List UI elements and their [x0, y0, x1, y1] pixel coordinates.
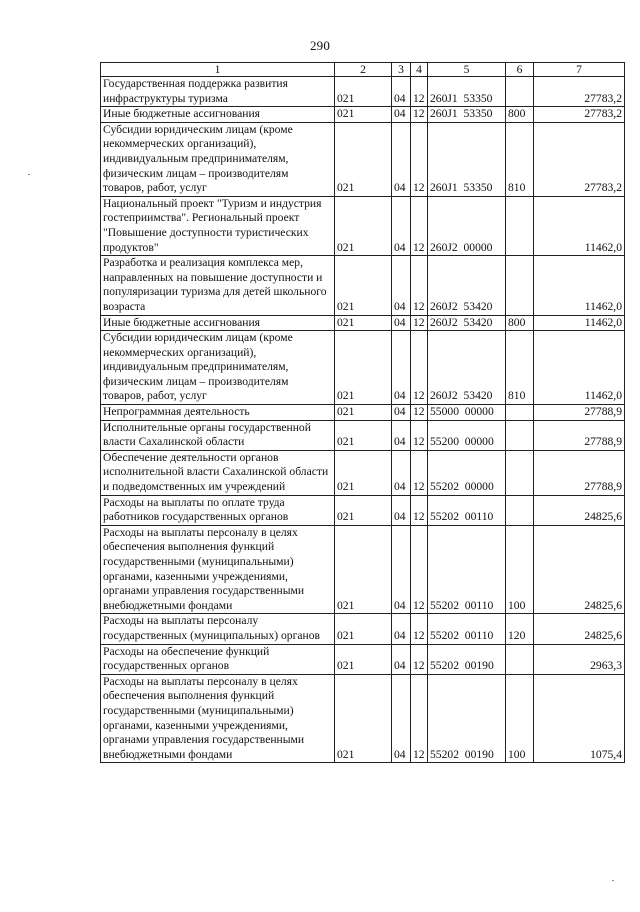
subsection-code-cell: 12 [411, 614, 428, 644]
ministry-code-cell: 021 [335, 331, 392, 405]
header-row [101, 63, 625, 77]
target-article-cell: 55202 00190 [428, 644, 506, 674]
subsection-code-cell: 12 [411, 420, 428, 450]
target-article-cell: 55202 00110 [428, 614, 506, 644]
subsection-code-cell: 12 [411, 315, 428, 331]
subsection-code-cell: 12 [411, 331, 428, 405]
expense-type-cell: 800 [506, 315, 534, 331]
ministry-code-cell: 021 [335, 495, 392, 525]
section-code-cell: 04 [392, 256, 411, 315]
table-row [101, 107, 625, 123]
ministry-code-cell: 021 [335, 450, 392, 495]
section-code-cell: 04 [392, 495, 411, 525]
table-row [101, 525, 625, 614]
ministry-code-cell: 021 [335, 644, 392, 674]
section-code-cell: 04 [392, 315, 411, 331]
row-name-cell: Расходы на обеспечение функций государственных органов [101, 644, 335, 674]
ministry-code-cell: 021 [335, 107, 392, 123]
amount-cell: 1075,4 [534, 674, 625, 763]
table-row [101, 122, 625, 196]
row-name-cell: Расходы на выплаты персоналу в целях обеспечения выполнения функций государственными (муниципальными) органами, казенными учреждениями, органами управления государственными внебюджетными фондами [101, 674, 335, 763]
target-article-cell: 55202 00190 [428, 674, 506, 763]
amount-cell: 24825,6 [534, 525, 625, 614]
expense-type-cell [506, 196, 534, 255]
amount-cell: 24825,6 [534, 495, 625, 525]
amount-cell: 27788,9 [534, 450, 625, 495]
subsection-code-cell: 12 [411, 196, 428, 255]
section-code-cell: 04 [392, 644, 411, 674]
budget-table [100, 62, 625, 763]
target-article-cell: 260J2 00000 [428, 196, 506, 255]
target-article-cell: 260J2 53420 [428, 331, 506, 405]
subsection-code-cell: 12 [411, 644, 428, 674]
amount-cell: 24825,6 [534, 614, 625, 644]
target-article-cell: 55000 00000 [428, 405, 506, 421]
subsection-code-cell: 12 [411, 525, 428, 614]
amount-cell: 11462,0 [534, 256, 625, 315]
amount-cell: 27788,9 [534, 405, 625, 421]
table-row [101, 614, 625, 644]
section-code-cell: 04 [392, 614, 411, 644]
table-row [101, 315, 625, 331]
row-name-cell: Разработка и реализация комплекса мер, направленных на повышение доступности и популяризации туризма для детей школьного возраста [101, 256, 335, 315]
ministry-code-cell: 021 [335, 196, 392, 255]
column-header: 1 [101, 63, 335, 77]
table-row [101, 77, 625, 107]
table-row [101, 196, 625, 255]
table-row [101, 495, 625, 525]
ministry-code-cell: 021 [335, 674, 392, 763]
amount-cell: 11462,0 [534, 315, 625, 331]
section-code-cell: 04 [392, 450, 411, 495]
expense-type-cell: 810 [506, 122, 534, 196]
target-article-cell: 55202 00000 [428, 450, 506, 495]
amount-cell: 11462,0 [534, 196, 625, 255]
expense-type-cell: 100 [506, 525, 534, 614]
amount-cell: 11462,0 [534, 331, 625, 405]
section-code-cell: 04 [392, 331, 411, 405]
section-code-cell: 04 [392, 122, 411, 196]
column-header: 6 [506, 63, 534, 77]
expense-type-cell [506, 405, 534, 421]
amount-cell: 27783,2 [534, 77, 625, 107]
row-name-cell: Субсидии юридическим лицам (кроме некоммерческих организаций), индивидуальным предпринимателям, физическим лицам – производителям товаров, работ, услуг [101, 122, 335, 196]
table-row [101, 420, 625, 450]
subsection-code-cell: 12 [411, 256, 428, 315]
ministry-code-cell: 021 [335, 77, 392, 107]
subsection-code-cell: 12 [411, 674, 428, 763]
column-header: 7 [534, 63, 625, 77]
section-code-cell: 04 [392, 107, 411, 123]
target-article-cell: 55202 00110 [428, 495, 506, 525]
expense-type-cell [506, 77, 534, 107]
row-name-cell: Национальный проект "Туризм и индустрия гостеприимства". Региональный проект "Повышение доступности туристических продуктов" [101, 196, 335, 255]
row-name-cell: Иные бюджетные ассигнования [101, 107, 335, 123]
subsection-code-cell: 12 [411, 107, 428, 123]
target-article-cell: 55202 00110 [428, 525, 506, 614]
table-row [101, 644, 625, 674]
section-code-cell: 04 [392, 674, 411, 763]
row-name-cell: Расходы на выплаты персоналу в целях обеспечения выполнения функций государственными (муниципальными) органами, казенными учреждениями, органами управления государственными внебюджетными фондами [101, 525, 335, 614]
table-row [101, 256, 625, 315]
section-code-cell: 04 [392, 77, 411, 107]
target-article-cell: 260J2 53420 [428, 256, 506, 315]
row-name-cell: Иные бюджетные ассигнования [101, 315, 335, 331]
target-article-cell: 260J2 53420 [428, 315, 506, 331]
section-code-cell: 04 [392, 405, 411, 421]
subsection-code-cell: 12 [411, 405, 428, 421]
section-code-cell: 04 [392, 525, 411, 614]
target-article-cell: 260J1 53350 [428, 107, 506, 123]
row-name-cell: Исполнительные органы государственной власти Сахалинской области [101, 420, 335, 450]
target-article-cell: 260J1 53350 [428, 77, 506, 107]
row-name-cell: Обеспечение деятельности органов исполнительной власти Сахалинской области и подведомственных им учреждений [101, 450, 335, 495]
ministry-code-cell: 021 [335, 315, 392, 331]
row-name-cell: Субсидии юридическим лицам (кроме некоммерческих организаций), индивидуальным предпринимателям, физическим лицам – производителям товаров, работ, услуг [101, 331, 335, 405]
row-name-cell: Расходы на выплаты персоналу государственных (муниципальных) органов [101, 614, 335, 644]
expense-type-cell: 810 [506, 331, 534, 405]
expense-type-cell [506, 420, 534, 450]
ministry-code-cell: 021 [335, 614, 392, 644]
row-name-cell: Государственная поддержка развития инфраструктуры туризма [101, 77, 335, 107]
expense-type-cell [506, 256, 534, 315]
ministry-code-cell: 021 [335, 256, 392, 315]
expense-type-cell [506, 644, 534, 674]
column-header: 3 [392, 63, 411, 77]
subsection-code-cell: 12 [411, 122, 428, 196]
column-header: 4 [411, 63, 428, 77]
subsection-code-cell: 12 [411, 450, 428, 495]
ministry-code-cell: 021 [335, 420, 392, 450]
scan-speck [28, 174, 30, 175]
expense-type-cell [506, 495, 534, 525]
column-header: 5 [428, 63, 506, 77]
amount-cell: 27783,2 [534, 107, 625, 123]
subsection-code-cell: 12 [411, 495, 428, 525]
expense-type-cell [506, 450, 534, 495]
table-header [101, 63, 625, 77]
table-body [101, 77, 625, 763]
amount-cell: 27783,2 [534, 122, 625, 196]
expense-type-cell: 120 [506, 614, 534, 644]
table-row [101, 450, 625, 495]
section-code-cell: 04 [392, 196, 411, 255]
amount-cell: 27788,9 [534, 420, 625, 450]
ministry-code-cell: 021 [335, 122, 392, 196]
column-header: 2 [335, 63, 392, 77]
expense-type-cell: 100 [506, 674, 534, 763]
target-article-cell: 260J1 53350 [428, 122, 506, 196]
row-name-cell: Расходы на выплаты по оплате труда работников государственных органов [101, 495, 335, 525]
section-code-cell: 04 [392, 420, 411, 450]
subsection-code-cell: 12 [411, 77, 428, 107]
scan-speck [612, 880, 614, 881]
expense-type-cell: 800 [506, 107, 534, 123]
target-article-cell: 55200 00000 [428, 420, 506, 450]
amount-cell: 2963,3 [534, 644, 625, 674]
table-row [101, 674, 625, 763]
table-row [101, 405, 625, 421]
row-name-cell: Непрограммная деятельность [101, 405, 335, 421]
ministry-code-cell: 021 [335, 525, 392, 614]
page-number: 290 [309, 38, 331, 53]
table-row [101, 331, 625, 405]
ministry-code-cell: 021 [335, 405, 392, 421]
